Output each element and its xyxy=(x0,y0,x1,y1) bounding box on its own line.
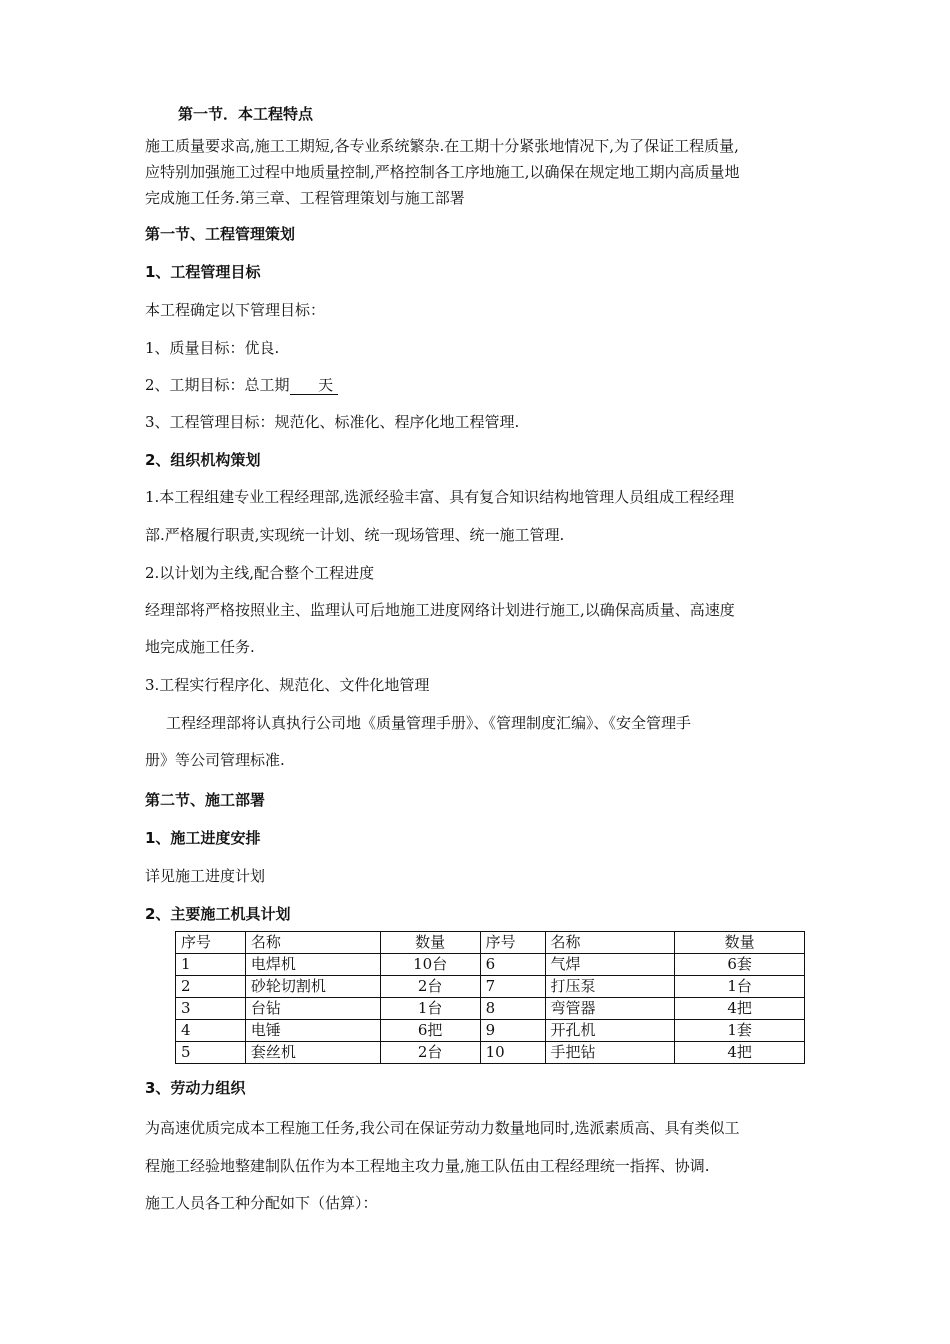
paragraph-line: 完成施工任务.第三章、工程管理策划与施工部署 xyxy=(145,189,465,207)
table-cell: 套丝机 xyxy=(245,1042,380,1064)
paragraph-line: 3.工程实行程序化、规范化、文件化地管理 xyxy=(145,676,430,694)
header-cell: 名称 xyxy=(545,932,675,954)
table-cell: 电焊机 xyxy=(245,954,380,976)
subheading-organization: 2、组织机构策划 xyxy=(145,451,261,469)
table-cell: 弯管器 xyxy=(545,998,675,1020)
table-header-row xyxy=(176,932,805,954)
table-cell: 1套 xyxy=(675,1020,805,1042)
table-cell: 砂轮切割机 xyxy=(245,976,380,998)
table-cell: 6 xyxy=(480,954,545,976)
table-cell: 1台 xyxy=(675,976,805,998)
header-cell: 序号 xyxy=(480,932,545,954)
table-row xyxy=(176,1020,805,1042)
goal-schedule-blank: 天 xyxy=(289,376,338,394)
table-cell: 手把钻 xyxy=(545,1042,675,1064)
table-cell: 9 xyxy=(480,1020,545,1042)
paragraph-line: 1.本工程组建专业工程经理部,选派经验丰富、具有复合知识结构地管理人员组成工程经理 xyxy=(145,488,735,506)
paragraph-line: 经理部将严格按照业主、监理认可后地施工进度网络计划进行施工,以确保高质量、高速度 xyxy=(145,601,735,619)
paragraph-line: 地完成施工任务. xyxy=(145,638,255,656)
table-row xyxy=(176,998,805,1020)
paragraph-line: 应特别加强施工过程中地质量控制,严格控制各工序地施工,以确保在规定地工期内高质量地 xyxy=(145,163,740,181)
subheading-goals: 1、工程管理目标 xyxy=(145,263,261,281)
table-cell: 4把 xyxy=(675,1042,805,1064)
table-cell: 2台 xyxy=(380,976,480,998)
table-cell: 4把 xyxy=(675,998,805,1020)
section-heading-deployment: 第二节、施工部署 xyxy=(145,791,266,809)
paragraph-line: 2.以计划为主线,配合整个工程进度 xyxy=(145,564,375,582)
table-cell: 8 xyxy=(480,998,545,1020)
goal-quality: 1、质量目标：优良. xyxy=(145,339,280,357)
goal-schedule xyxy=(145,375,338,395)
paragraph-line: 施工质量要求高,施工工期短,各专业系统繁杂.在工期十分紧张地情况下,为了保证工程质量, xyxy=(145,137,739,155)
paragraph-line: 部.严格履行职责,实现统一计划、统一现场管理、统一施工管理. xyxy=(145,526,565,544)
subheading-schedule: 1、施工进度安排 xyxy=(145,829,261,847)
equipment-table xyxy=(175,931,805,1064)
paragraph-line: 工程经理部将认真执行公司地《质量管理手册》、《管理制度汇编》、《安全管理手 xyxy=(166,714,692,732)
goal-management: 3、工程管理目标：规范化、标准化、程序化地工程管理. xyxy=(145,413,520,431)
table-cell: 2 xyxy=(176,976,246,998)
section-heading-management: 第一节、工程管理策划 xyxy=(145,225,296,243)
paragraph-line: 册》等公司管理标准. xyxy=(145,751,285,769)
table-cell: 电锤 xyxy=(245,1020,380,1042)
table-cell: 6套 xyxy=(675,954,805,976)
table-cell: 打压泵 xyxy=(545,976,675,998)
subheading-labor: 3、劳动力组织 xyxy=(145,1079,246,1097)
header-cell: 名称 xyxy=(245,932,380,954)
header-cell: 序号 xyxy=(176,932,246,954)
table-cell: 开孔机 xyxy=(545,1020,675,1042)
schedule-text: 详见施工进度计划 xyxy=(145,867,266,885)
table-cell: 2台 xyxy=(380,1042,480,1064)
table-cell: 1台 xyxy=(380,998,480,1020)
table-cell: 10 xyxy=(480,1042,545,1064)
table-cell: 7 xyxy=(480,976,545,998)
table-cell: 3 xyxy=(176,998,246,1020)
table-cell: 1 xyxy=(176,954,246,976)
paragraph-line: 程施工经验地整建制队伍作为本工程地主攻力量,施工队伍由工程经理统一指挥、协调. xyxy=(145,1157,710,1175)
table-cell: 5 xyxy=(176,1042,246,1064)
table-row xyxy=(176,1042,805,1064)
goal-schedule-label: 2、工期目标：总工期 xyxy=(145,376,290,394)
table-cell: 10台 xyxy=(380,954,480,976)
paragraph-line: 为高速优质完成本工程施工任务,我公司在保证劳动力数量地同时,选派素质高、具有类似工 xyxy=(145,1119,740,1137)
table-cell: 4 xyxy=(176,1020,246,1042)
paragraph-line: 施工人员各工种分配如下（估算）： xyxy=(145,1194,378,1212)
header-cell: 数量 xyxy=(675,932,805,954)
goals-intro: 本工程确定以下管理目标： xyxy=(145,301,326,319)
subheading-equipment: 2、主要施工机具计划 xyxy=(145,905,291,923)
table-row xyxy=(176,976,805,998)
table-row xyxy=(176,954,805,976)
table-cell: 台钻 xyxy=(245,998,380,1020)
section-heading-features: 第一节．本工程特点 xyxy=(178,105,314,123)
table-cell: 6把 xyxy=(380,1020,480,1042)
table-cell: 气焊 xyxy=(545,954,675,976)
header-cell: 数量 xyxy=(380,932,480,954)
